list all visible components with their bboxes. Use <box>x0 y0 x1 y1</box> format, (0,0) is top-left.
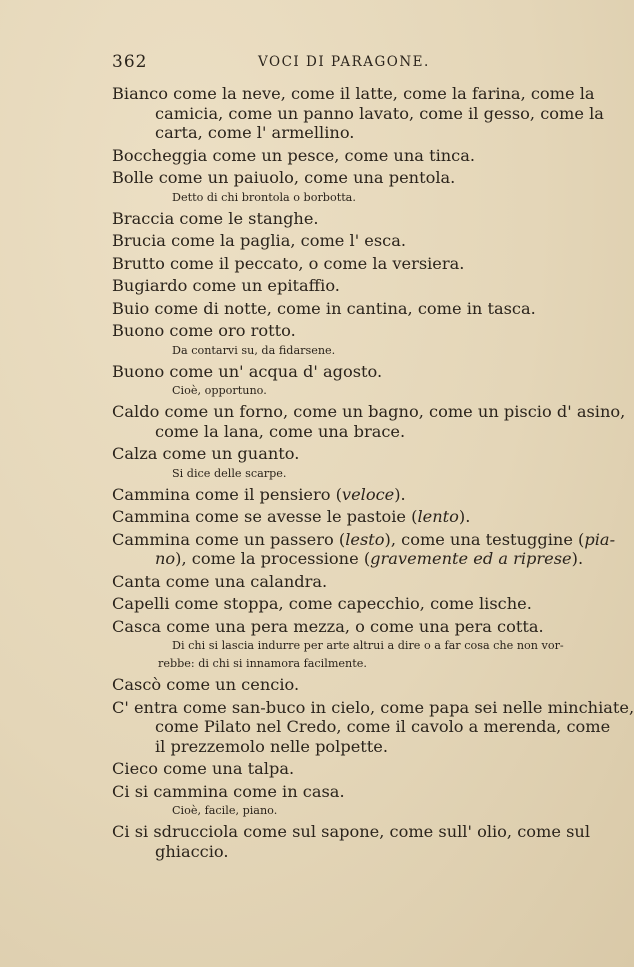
entry <box>112 782 558 820</box>
entries-list <box>112 84 634 864</box>
entry <box>112 507 558 527</box>
page-header <box>112 52 552 76</box>
entry <box>112 616 564 673</box>
entry <box>112 594 558 614</box>
entry-note: Si dice delle scarpe. <box>172 466 287 480</box>
entry-headline: Brutto come il peccato, o come la versiera. <box>112 253 465 273</box>
entry-headline: Cammina come un passero (lesto), come una testuggine (pia- <box>112 529 616 549</box>
entry-continuation: no), come la processione (gravemente ed a riprese). <box>155 549 584 568</box>
entry-headline: Cieco come una talpa. <box>112 759 295 778</box>
entry-headline: Canta come una calandra. <box>112 571 328 591</box>
entry-continuation: come Pilato nel Credo, come il cavolo a merenda, come <box>155 717 611 736</box>
entry <box>112 254 558 274</box>
entry <box>112 168 558 206</box>
entry-headline: Bianco come la neve, come il latte, come la farina, come la <box>112 84 595 103</box>
entry-continuation: come la lana, come una brace. <box>155 421 406 441</box>
entry <box>112 697 634 757</box>
entry-note: Cioè, opportuno. <box>172 384 267 397</box>
entry-note: rebbe: di chi si innamora facilmente. <box>158 657 367 670</box>
entry <box>112 529 616 569</box>
entry <box>112 84 604 143</box>
entry <box>112 402 626 441</box>
page-number: 362 <box>112 52 148 72</box>
entry <box>112 759 558 779</box>
entry-headline: Caldo come un forno, come un bagno, come un piscio d' asino, <box>112 402 626 421</box>
entry <box>112 572 558 592</box>
entry <box>112 299 558 319</box>
entry <box>112 231 558 251</box>
entry-headline: Cascò come un cencio. <box>112 675 300 694</box>
entry-headline: Buono come oro rotto. <box>112 321 296 340</box>
entry-headline: Braccia come le stanghe. <box>112 208 319 228</box>
entry-headline: Buio come di notte, come in cantina, come in tasca. <box>112 298 536 318</box>
entry <box>112 209 558 229</box>
entry-headline: Capelli come stoppa, come capecchio, come lische. <box>112 594 532 613</box>
entry-headline: Bolle come un paiuolo, come una pentola. <box>112 168 456 187</box>
entry-note: Detto di chi brontola o borbotta. <box>172 190 356 204</box>
entry-continuation: camicia, come un panno lavato, come il gesso, come la <box>155 103 604 123</box>
entry <box>112 146 558 166</box>
entry-note: Di chi si lascia indurre per arte altrui a dire o a far cosa che non vor- <box>172 639 564 652</box>
entry <box>112 822 591 861</box>
entry-continuation: carta, come l' armellino. <box>155 123 355 142</box>
entry-headline: Boccheggia come un pesce, come una tinca. <box>112 145 476 165</box>
entry-continuation: il prezzemolo nelle polpette. <box>155 736 389 756</box>
entry <box>112 321 558 359</box>
entry-headline: Cammina come se avesse le pastoie (lento). <box>112 507 471 526</box>
entry-headline: Brucia come la paglia, come l' esca. <box>112 231 407 250</box>
entry-headline: Ci si cammina come in casa. <box>112 781 345 801</box>
entry <box>112 276 558 296</box>
entry-continuation: ghiaccio. <box>155 841 229 861</box>
entry-headline: Ci si sdrucciola come sul sapone, come sull' olio, come sul <box>112 822 591 841</box>
entry-note: Cioè, facile, piano. <box>172 804 278 817</box>
entry-headline: Bugiardo come un epitaffio. <box>112 276 340 295</box>
entry-headline: C' entra come san-buco in cielo, come papa sei nelle minchiate, <box>112 697 634 717</box>
entry-headline: Cammina come il pensiero (veloce). <box>112 484 406 504</box>
entry-headline: Calza come un guanto. <box>112 444 300 463</box>
entry <box>112 485 558 505</box>
entry-note: Da contarvi su, da fidarsene. <box>172 343 336 357</box>
entry <box>112 675 558 695</box>
entry-headline: Buono come un' acqua d' agosto. <box>112 361 383 381</box>
running-head: VOCI DI PARAGONE. <box>258 54 430 70</box>
entry <box>112 444 558 482</box>
entry <box>112 362 558 400</box>
entry-headline: Casca come una pera mezza, o come una pera cotta. <box>112 616 544 636</box>
